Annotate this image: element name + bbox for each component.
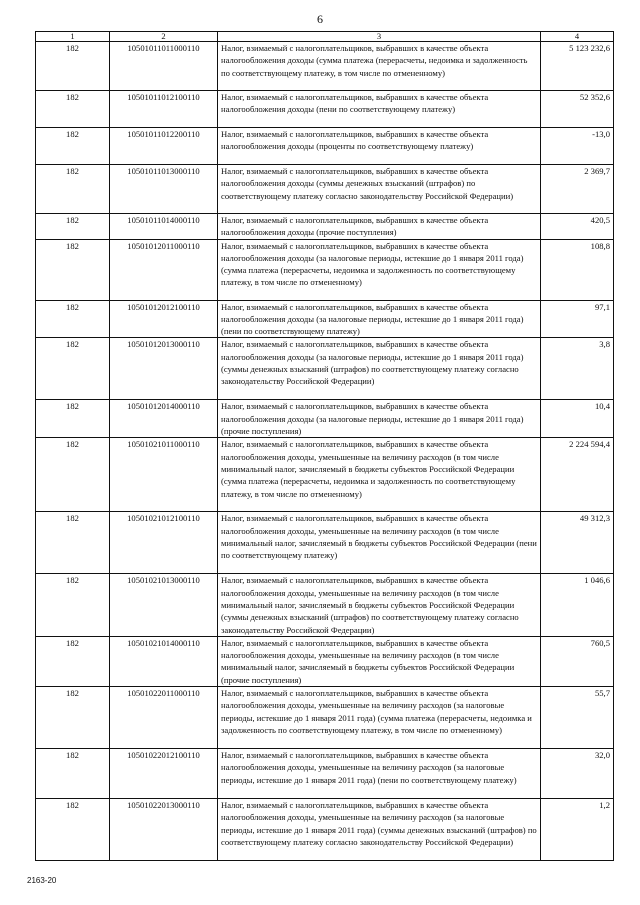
table-row: [36, 574, 614, 636]
administrator-code-cell: 182: [36, 400, 110, 438]
administrator-code-cell: 182: [36, 687, 110, 749]
administrator-code-cell: 182: [36, 91, 110, 128]
amount-cell: 2 224 594,4: [541, 438, 614, 512]
column-header: 4: [541, 32, 614, 42]
administrator-code-cell: 182: [36, 239, 110, 300]
table-row: [36, 128, 614, 165]
amount-cell: 55,7: [541, 687, 614, 749]
kbk-code-cell: 10501021011000110: [110, 438, 218, 512]
revenue-table: [35, 31, 614, 861]
kbk-code-cell: 10501022013000110: [110, 799, 218, 861]
table-row: [36, 438, 614, 512]
amount-cell: 97,1: [541, 300, 614, 338]
kbk-code-cell: 10501012011000110: [110, 239, 218, 300]
amount-cell: 52 352,6: [541, 91, 614, 128]
description-cell: Налог, взимаемый с налогоплательщиков, выбравших в качестве объекта налогообложения доходы, уменьшенные на величину расходов (за налоговые периоды, истекшие до 1 января 2011 года) (сумма платежа (перерасчеты, недоимка и задолженность по соответствующему платежу, в том числе по отмененному): [218, 687, 541, 749]
kbk-code-cell: 10501012014000110: [110, 400, 218, 438]
description-cell: Налог, взимаемый с налогоплательщиков, выбравших в качестве объекта налогообложения доходы (за налоговые периоды, истекшие до 1 января 2011 года) (пени по соответствующему платежу): [218, 300, 541, 338]
amount-cell: 108,8: [541, 239, 614, 300]
administrator-code-cell: 182: [36, 214, 110, 240]
amount-cell: -13,0: [541, 128, 614, 165]
amount-cell: 10,4: [541, 400, 614, 438]
description-cell: Налог, взимаемый с налогоплательщиков, выбравших в качестве объекта налогообложения доходы, уменьшенные на величину расходов (в том числе минимальный налог, зачисляемый в бюджеты субъектов Российской Федерации (прочие поступления): [218, 636, 541, 686]
amount-cell: 49 312,3: [541, 512, 614, 574]
administrator-code-cell: 182: [36, 799, 110, 861]
kbk-code-cell: 10501012012100110: [110, 300, 218, 338]
amount-cell: 3,8: [541, 338, 614, 400]
table-row: [36, 42, 614, 91]
kbk-code-cell: 10501011011000110: [110, 42, 218, 91]
table-row: [36, 400, 614, 438]
administrator-code-cell: 182: [36, 574, 110, 636]
table-row: [36, 338, 614, 400]
administrator-code-cell: 182: [36, 128, 110, 165]
table-row: [36, 165, 614, 214]
amount-cell: 1 046,6: [541, 574, 614, 636]
page-number: 6: [317, 12, 323, 26]
column-header: 1: [36, 32, 110, 42]
kbk-code-cell: 10501021013000110: [110, 574, 218, 636]
amount-cell: 1,2: [541, 799, 614, 861]
table-row: [36, 91, 614, 128]
kbk-code-cell: 10501021014000110: [110, 636, 218, 686]
description-cell: Налог, взимаемый с налогоплательщиков, выбравших в качестве объекта налогообложения доходы (проценты по соответствующему платежу): [218, 128, 541, 165]
administrator-code-cell: 182: [36, 438, 110, 512]
administrator-code-cell: 182: [36, 42, 110, 91]
table-row: [36, 300, 614, 338]
kbk-code-cell: 10501012013000110: [110, 338, 218, 400]
kbk-code-cell: 10501011013000110: [110, 165, 218, 214]
column-header: 3: [218, 32, 541, 42]
amount-cell: 2 369,7: [541, 165, 614, 214]
table-row: [36, 214, 614, 240]
description-cell: Налог, взимаемый с налогоплательщиков, выбравших в качестве объекта налогообложения доходы (сумма платежа (перерасчеты, недоимка и задолженность по соответствующему платежу, в том числе по отмененному): [218, 42, 541, 91]
kbk-code-cell: 10501011014000110: [110, 214, 218, 240]
description-cell: Налог, взимаемый с налогоплательщиков, выбравших в качестве объекта налогообложения доходы (пени по соответствующему платежу): [218, 91, 541, 128]
amount-cell: 32,0: [541, 749, 614, 799]
description-cell: Налог, взимаемый с налогоплательщиков, выбравших в качестве объекта налогообложения доходы, уменьшенные на величину расходов (в том числе минимальный налог, зачисляемый в бюджеты субъектов Российской Федерации (суммы денежных взысканий (штрафов) по соответствующему платежу согласно законодательству Российской Федерации): [218, 574, 541, 636]
table-row: [36, 799, 614, 861]
kbk-code-cell: 10501022012100110: [110, 749, 218, 799]
column-header: 2: [110, 32, 218, 42]
administrator-code-cell: 182: [36, 636, 110, 686]
table-row: [36, 636, 614, 686]
table-row: [36, 749, 614, 799]
administrator-code-cell: 182: [36, 300, 110, 338]
description-cell: Налог, взимаемый с налогоплательщиков, выбравших в качестве объекта налогообложения доходы, уменьшенные на величину расходов (за налоговые периоды, истекшие до 1 января 2011 года) (суммы денежных взысканий (штрафов) по соответствующему платежу согласно законодательству Российской Федерации): [218, 799, 541, 861]
kbk-code-cell: 10501011012100110: [110, 91, 218, 128]
description-cell: Налог, взимаемый с налогоплательщиков, выбравших в качестве объекта налогообложения доходы, уменьшенные на величину расходов (в том числе минимальный налог, зачисляемый в бюджеты субъектов Российской Федерации (сумма платежа (перерасчеты, недоимка и задолженность по соответствующему платежу, в том числе по отмененному): [218, 438, 541, 512]
kbk-code-cell: 10501022011000110: [110, 687, 218, 749]
kbk-code-cell: 10501011012200110: [110, 128, 218, 165]
table-row: [36, 687, 614, 749]
description-cell: Налог, взимаемый с налогоплательщиков, выбравших в качестве объекта налогообложения доходы, уменьшенные на величину расходов (за налоговые периоды, истекшие до 1 января 2011 года) (пени по соответствующему платежу): [218, 749, 541, 799]
footer-code: 2163-20: [27, 876, 57, 885]
table-row: [36, 239, 614, 300]
amount-cell: 420,5: [541, 214, 614, 240]
description-cell: Налог, взимаемый с налогоплательщиков, выбравших в качестве объекта налогообложения доходы (за налоговые периоды, истекшие до 1 января 2011 года) (суммы денежных взысканий (штрафов) по соответствующему платежу согласно законодательству Российской Федерации): [218, 338, 541, 400]
administrator-code-cell: 182: [36, 512, 110, 574]
description-cell: Налог, взимаемый с налогоплательщиков, выбравших в качестве объекта налогообложения доходы (суммы денежных взысканий (штрафов) по соответствующему платежу согласно законодательству Российской Федерации): [218, 165, 541, 214]
amount-cell: 760,5: [541, 636, 614, 686]
description-cell: Налог, взимаемый с налогоплательщиков, выбравших в качестве объекта налогообложения доходы, уменьшенные на величину расходов (в том числе минимальный налог, зачисляемый в бюджеты субъектов Российской Федерации (пени по соответствующему платежу): [218, 512, 541, 574]
table-header-row: [36, 32, 614, 42]
administrator-code-cell: 182: [36, 338, 110, 400]
administrator-code-cell: 182: [36, 749, 110, 799]
kbk-code-cell: 10501021012100110: [110, 512, 218, 574]
description-cell: Налог, взимаемый с налогоплательщиков, выбравших в качестве объекта налогообложения доходы (прочие поступления): [218, 214, 541, 240]
amount-cell: 5 123 232,6: [541, 42, 614, 91]
administrator-code-cell: 182: [36, 165, 110, 214]
description-cell: Налог, взимаемый с налогоплательщиков, выбравших в качестве объекта налогообложения доходы (за налоговые периоды, истекшие до 1 января 2011 года) (сумма платежа (перерасчеты, недоимка и задолженность по соответствующему платежу, в том числе по отмененному): [218, 239, 541, 300]
table-row: [36, 512, 614, 574]
description-cell: Налог, взимаемый с налогоплательщиков, выбравших в качестве объекта налогообложения доходы (за налоговые периоды, истекшие до 1 января 2011 года) (прочие поступления): [218, 400, 541, 438]
